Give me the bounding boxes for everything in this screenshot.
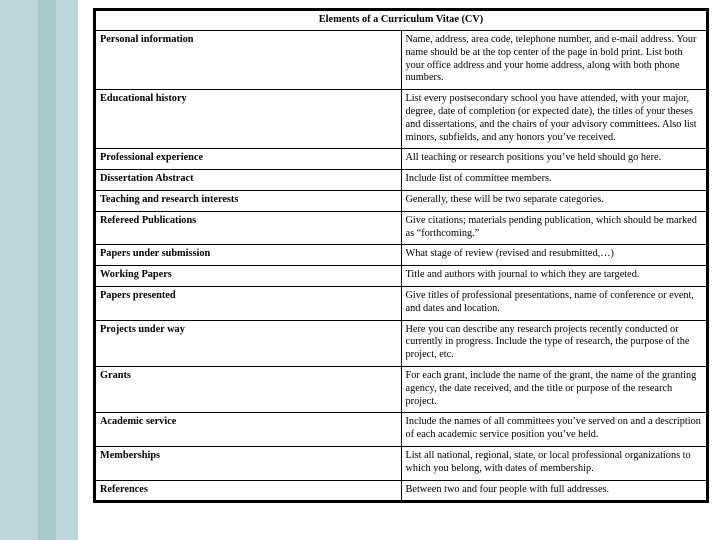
row-description: What stage of review (revised and resubmitted,…)	[401, 245, 707, 266]
table-row	[96, 286, 707, 320]
row-label: Refereed Publications	[96, 211, 402, 245]
table-row	[96, 446, 707, 480]
row-label: Working Papers	[96, 266, 402, 287]
left-decorative-band	[0, 0, 78, 540]
row-description: All teaching or research positions you’ve held should go here.	[401, 149, 707, 170]
row-description: Generally, these will be two separate categories.	[401, 190, 707, 211]
row-label: Professional experience	[96, 149, 402, 170]
row-label: Grants	[96, 366, 402, 412]
row-label: Personal information	[96, 31, 402, 90]
table-row	[96, 320, 707, 366]
table-row	[96, 480, 707, 501]
row-description: Title and authors with journal to which they are targeted.	[401, 266, 707, 287]
table-row	[96, 149, 707, 170]
row-label: Teaching and research interests	[96, 190, 402, 211]
table-row	[96, 413, 707, 447]
table-row	[96, 90, 707, 149]
row-description: Name, address, area code, telephone number, and e-mail address. Your name should be at the top center of the page in bold print. List both your office address and your home address, along with both phone numbers.	[401, 31, 707, 90]
row-description: Here you can describe any research projects recently conducted or currently in progress. Include the type of research, the purpose of the project, etc.	[401, 320, 707, 366]
table-row	[96, 211, 707, 245]
row-label: References	[96, 480, 402, 501]
table-row	[96, 245, 707, 266]
slide-panel	[78, 0, 720, 540]
row-description: Include list of committee members.	[401, 170, 707, 191]
row-label: Educational history	[96, 90, 402, 149]
left-decorative-stripe	[38, 0, 56, 540]
cv-elements-table	[95, 10, 707, 501]
row-label: Dissertation Abstract	[96, 170, 402, 191]
row-description: List all national, regional, state, or local professional organizations to which you belong, with dates of membership.	[401, 446, 707, 480]
table-body	[96, 31, 707, 501]
row-description: Include the names of all committees you’ve served on and a description of each academic service position you’ve held.	[401, 413, 707, 447]
table-header-row	[96, 11, 707, 31]
table-row	[96, 31, 707, 90]
row-description: Between two and four people with full addresses.	[401, 480, 707, 501]
row-description: List every postsecondary school you have attended, with your major, degree, date of completion (or expected date), the titles of your theses and dissertations, and the chairs of your advisory committees. Also list minors, subfields, and any honors you’ve received.	[401, 90, 707, 149]
row-label: Papers presented	[96, 286, 402, 320]
row-description: For each grant, include the name of the grant, the name of the granting agency, the date received, and the title or purpose of the research project.	[401, 366, 707, 412]
row-label: Papers under submission	[96, 245, 402, 266]
table-row	[96, 170, 707, 191]
row-label: Memberships	[96, 446, 402, 480]
table-row	[96, 366, 707, 412]
row-label: Academic service	[96, 413, 402, 447]
row-description: Give citations; materials pending publication, which should be marked as “forthcoming.”	[401, 211, 707, 245]
row-description: Give titles of professional presentations, name of conference or event, and dates and location.	[401, 286, 707, 320]
row-label: Projects under way	[96, 320, 402, 366]
cv-table-frame	[93, 8, 709, 503]
table-row	[96, 190, 707, 211]
table-title: Elements of a Curriculum Vitae (CV)	[96, 11, 707, 31]
table-row	[96, 266, 707, 287]
